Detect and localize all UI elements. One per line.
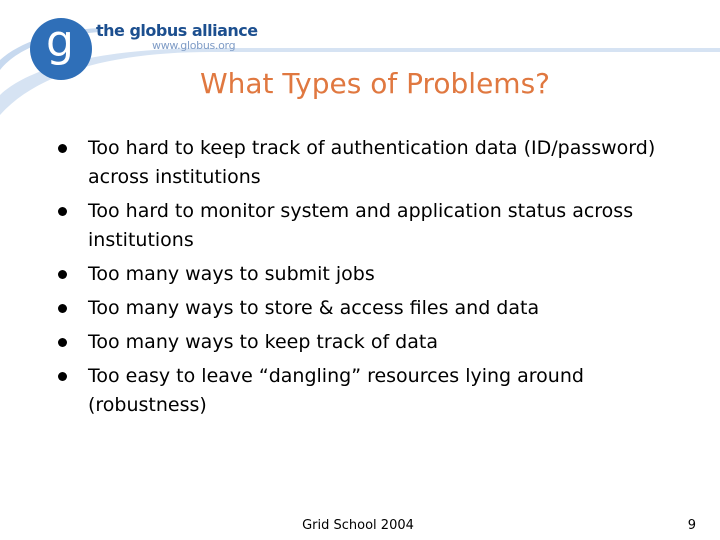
bullet-text: Too easy to leave “dangling” resources lying around (robustness) bbox=[88, 365, 584, 416]
bullet-dot-icon bbox=[58, 207, 67, 216]
bullet-text: Too hard to keep track of authentication data (ID/password) across institutions bbox=[88, 137, 656, 188]
slide-title: What Types of Problems? bbox=[199, 67, 551, 100]
bullet-dot-icon bbox=[58, 338, 67, 347]
bullet-text: Too hard to monitor system and application status across institutions bbox=[88, 200, 634, 251]
bullet-item bbox=[58, 197, 678, 255]
bullet-text: Too many ways to submit jobs bbox=[88, 263, 375, 285]
bullet-dot-icon bbox=[58, 144, 67, 153]
bullet-dot-icon bbox=[58, 372, 67, 381]
bullet-list bbox=[58, 134, 678, 425]
bullet-text: Too many ways to store & access files and data bbox=[88, 297, 540, 319]
footer-text: Grid School 2004 bbox=[302, 518, 414, 533]
bullet-dot-icon bbox=[58, 270, 67, 279]
bullet-dot-icon bbox=[58, 304, 67, 313]
logo-wordmark: the globus alliance bbox=[96, 21, 258, 40]
globus-logo-letter: g bbox=[46, 16, 74, 67]
bullet-item bbox=[58, 362, 678, 420]
bullet-text: Too many ways to keep track of data bbox=[88, 331, 438, 353]
bullet-item bbox=[58, 134, 678, 192]
page-number: 9 bbox=[687, 518, 696, 533]
bullet-item bbox=[58, 260, 678, 289]
logo-url: www.globus.org bbox=[152, 39, 236, 52]
bullet-item bbox=[58, 328, 678, 357]
bullet-item bbox=[58, 294, 678, 323]
